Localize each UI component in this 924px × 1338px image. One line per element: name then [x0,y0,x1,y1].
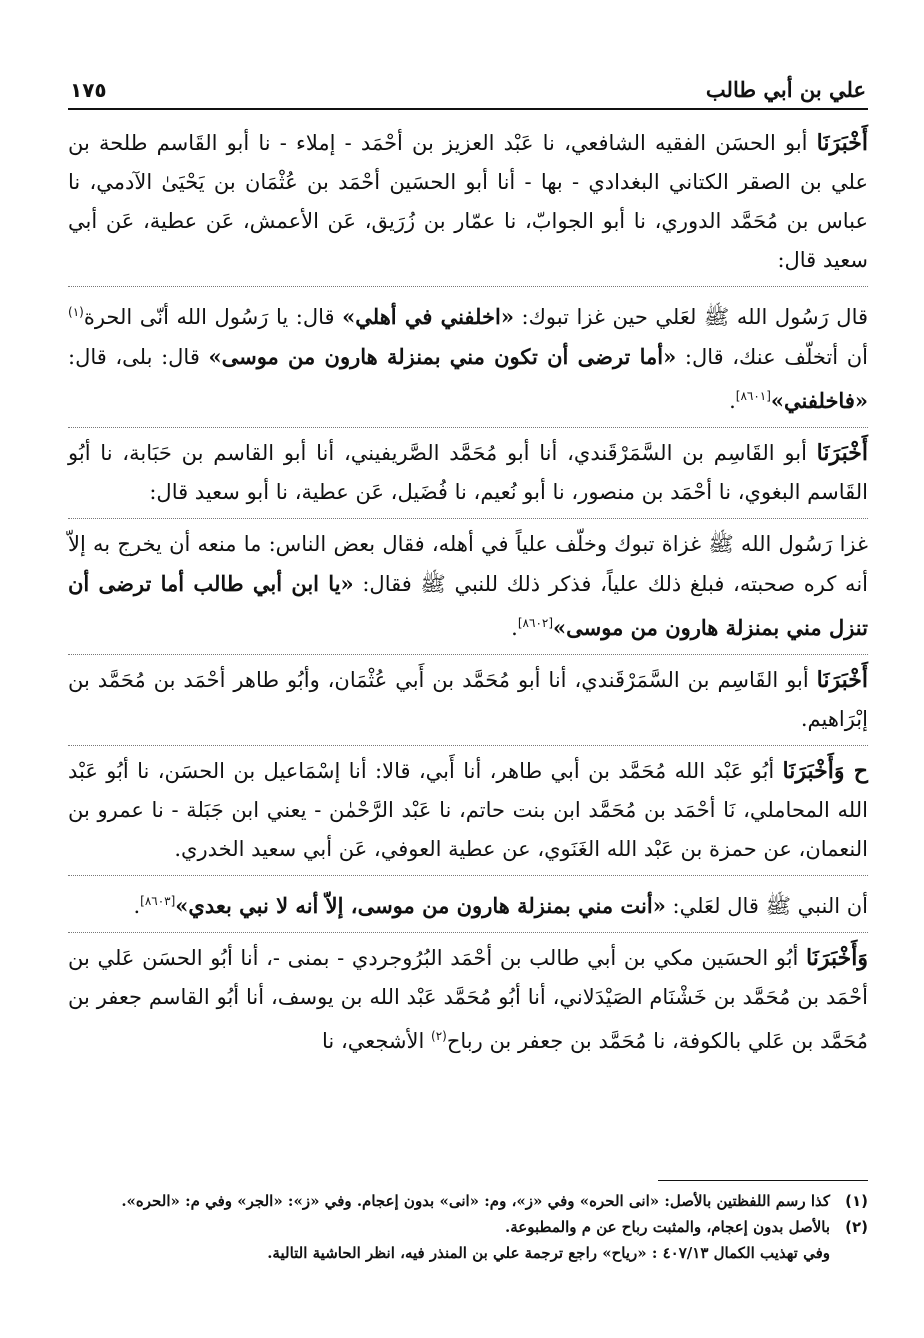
footnote-marker: (٢) [431,1029,447,1043]
quoted-speech: «فاخلفني» [770,388,868,413]
transmission-keyword: أَخْبَرَنَا [816,667,868,693]
transmission-keyword: أَخْبَرَنَا [816,440,868,466]
paragraph-text: أن أتخلّف عنك، قال: [676,345,869,369]
footnote-number: (٢) [845,1218,868,1236]
running-title: علي بن أبي طالب [705,77,866,102]
footnote-divider [658,1180,868,1181]
paragraph-text: الأشجعي، نا [322,1029,431,1053]
hadith-number: [٨٦٠٢] [517,616,554,630]
quoted-speech: «أما ترضى أن تكون مني بمنزلة هارون من موسى» [208,344,677,369]
quoted-speech: «أنت مني بمنزلة هارون من موسى، إلاّ أنه لا نبي بعدي» [175,893,666,918]
paragraph-text: قال: بلى، قال: [68,345,209,369]
hadith-paragraph [68,882,868,933]
isnad-paragraph [68,752,868,876]
footnote-text: بالأصل بدون إعجام، والمثبت رباح عن م والمطبوعة. [505,1218,830,1236]
paragraph-text: أبو القَاسِم بن السَّمَرْقَندي، أنا أبو مُحَمَّد بن أَبي عُثْمَان، وأبُو طاهر أحْمَد بن مُحَمَّد بن إبْرَاهيم. [68,668,868,731]
paragraph-end: . [133,894,141,918]
footnote-text: وفي تهذيب الكمال ٤٠٧/١٣ : «رياح» راجع ترجمة علي بن المنذر فيه، انظر الحاشية التالية. [267,1244,830,1262]
footnote-number [840,1240,868,1266]
isnad-paragraph [68,939,868,1067]
isnad-paragraph [68,124,868,287]
transmission-keyword: ح وَأَخْبَرَنَا [782,758,868,784]
paragraph-text: غزا رَسُول الله ﷺ غزاة تبوك وخلّف علياً في أهله، فقال بعض الناس: ما منعه أن يخرج به إلاّ أنه كره صحبته، فبلغ ذلك علياً، فذكر ذلك للنبي ﷺ فقال: [68,532,868,596]
page-number: ١٧٥ [70,78,107,102]
paragraph-end: . [511,616,518,640]
paragraph-text: أبُو الحسَين مكي بن أبي طالب بن أحْمَد البُرُوجردي - بمنى -، أنا أبُو الحسَن عَلي بن أحْمَد بن مُحَمَّد بن خَشْنَام الصَيْدَلاني، أنا أبُو مُحَمَّد عَبْد الله بن يوسف، أنا أبُو القاسم جعفر بن مُحَمَّد بن عَلي بالكوفة، نا مُحَمَّد بن جعفر بن رباح [68,946,868,1053]
footnotes [68,1188,868,1266]
hadith-paragraph [68,293,868,428]
paragraph-end: . [729,389,736,413]
paragraph-text: أبو القَاسِم بن السَّمَرْقَندي، أنا أبو مُحَمَّد الصَّريفيني، أنا أبو القاسم بن حَبَابة، نا أبُو القَاسم البغوي، نا أحْمَد بن منصور، نا أبو نُعيم، نا فُضَيل، عَن عطية، نا أبو سعيد قال: [68,441,868,504]
transmission-keyword: أَخْبَرَنَا [816,130,868,156]
running-header [68,58,868,110]
footnote-continuation [68,1240,868,1266]
hadith-number: [٨٦٠٣] [140,894,176,908]
paragraph-text: قال رَسُول الله ﷺ لعَلي حين غزا تبوك: [513,305,868,329]
main-text [68,124,868,1067]
quoted-speech: «يا ابن أبي طالب أما ترضى أن تنزل مني بمنزلة هارون من موسى» [68,571,868,640]
isnad-paragraph [68,661,868,746]
footnote [68,1188,868,1214]
footnote-number: (١) [845,1192,868,1210]
footnote [68,1214,868,1240]
isnad-paragraph [68,434,868,519]
transmission-keyword: وَأَخْبَرَنَا [806,945,868,971]
document-page [68,58,868,1308]
hadith-paragraph [68,525,868,655]
paragraph-text: أبو الحسَن الفقيه الشافعي، نا عَبْد العزيز بن أحْمَد - إملاء - نا أبو القَاسم طلحة بن علي بن الصقر الكتاني البغدادي - بها - أنا أبو الحسَين أحْمَد بن عُثْمَان بن يَحْيَىٰ الآدمي، نا عباس بن مُحَمَّد الدوري، نا أبو الجوابّ، نا عمّار بن زُرَيق، عَن الأعمش، عَن عطية، عَن أبي سعيد قال: [68,131,868,272]
paragraph-text: أبُو عَبْد الله مُحَمَّد بن أبي طاهر، أنا أَبي، قالا: أنا إسْمَاعيل بن الحسَن، نا أبُو عَبْد الله المحاملي، نَا أحْمَد بن مُحَمَّد ابن بنت حاتم، نا عَبْد الرَّحْمٰن - يعني ابن جَبَلة - نا عمرو بن النعمان، عن حمزة بن عَبْد الله الغَنَوي، عن عطية العوفي، عَن أبي سعيد الخدري. [68,759,868,861]
footnote-text: كذا رسم اللفظتين بالأصل: «انى الحره» وفي «ز»، وم: «انى» بدون إعجام. وفي «ز»: «الجر» وفي م: «الحره». [121,1192,830,1210]
footnote-marker: (١) [68,305,84,319]
hadith-number: [٨٦٠١] [735,389,771,403]
quoted-speech: «اخلفني في أهلي» [342,304,514,329]
paragraph-text: أن النبي ﷺ قال لعَلي: [665,894,868,918]
paragraph-text: قال: يا رَسُول الله أنّى الحرة [83,305,343,329]
